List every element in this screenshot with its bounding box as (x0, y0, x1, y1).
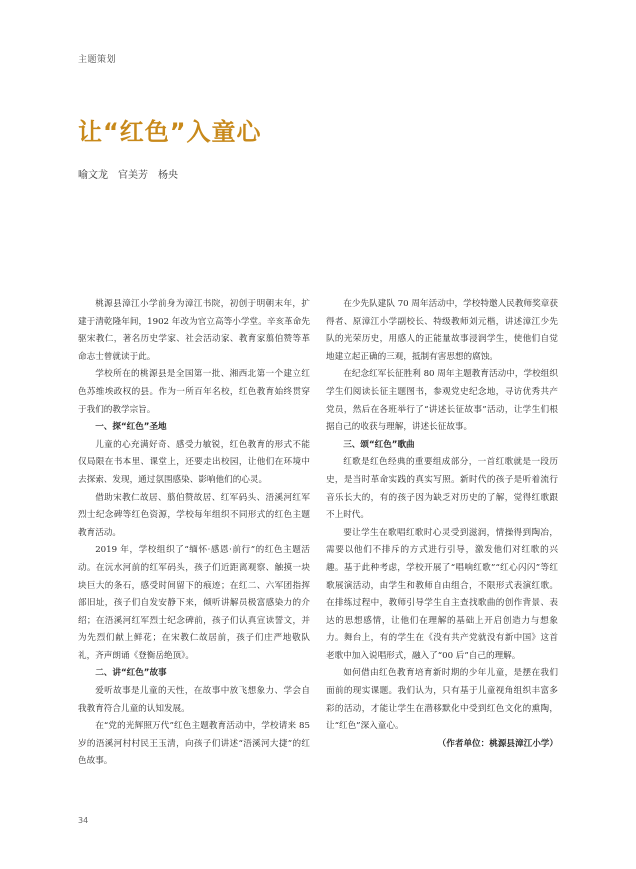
paragraph: 如何借由红色教育培育新时期的少年儿童，是摆在我们面前的现实课题。我们认为，只有基于儿童视角组织丰富多彩的活动，才能让学生在潜移默化中受到红色文化的熏陶，让“红色”深入童心。 (326, 668, 558, 732)
paragraph: 在少先队建队 70 周年活动中，学校特邀人民教师奖章获得者、原漳江小学副校长、特级教师刘元楷，讲述漳江少先队的光荣历史，用感人的正能量故事浸润学生，使他们自觉地建立起正确的三观，抵制有害思想的腐蚀。 (326, 299, 558, 362)
article-title: 让“红色”入童心 (78, 118, 262, 146)
column-tag: 主题策划 (78, 55, 117, 65)
paragraph: 借助宋教仁故居、翦伯赞故居、红军码头、浯溪河红军烈士纪念碑等红色资源，学校每年组织不同形式的红色主题教育活动。 (78, 492, 310, 538)
section-heading: 二、讲“红色”故事 (95, 668, 167, 679)
paragraph: 2019 年，学校组织了“缅怀·感恩·前行”的红色主题活动。在沅水河前的红军码头，孩子们近距离观察、触摸一块块巨大的条石，感受时间留下的痕迹；在红二、六军团指挥部旧址，孩子们自发安静下来，倾听讲解员极富感染力的介绍；在浯溪河红军烈士纪念碑前，孩子们认真宣读誓文，并为先烈们献上鲜花；在宋教仁故居前，孩子们庄严地敬队礼，齐声朗诵《登衡岳绝顶》。 (78, 545, 310, 661)
section-heading: 三、颂“红色”歌曲 (343, 439, 415, 450)
author-affiliation: （作者单位：桃源县漳江小学） (437, 738, 558, 749)
paragraph: 在纪念红军长征胜利 80 周年主题教育活动中，学校组织学生们阅读长征主题图书，参观党史纪念地，寻访优秀共产党员，然后在各班举行了“讲述长征故事”活动，让学生们根据自己的收获与理解，讲述长征故事。 (326, 369, 558, 433)
paragraph: 在“党的光辉照万代”红色主题教育活动中，学校请来 85 岁的浯溪河村村民王玉清，向孩子们讲述“浯溪河大捷”的红色故事。 (78, 721, 310, 767)
right-column (326, 296, 558, 753)
paragraph: 桃源县漳江小学前身为漳江书院，初创于明朝末年，扩建于清乾隆年间，1902 年改为官立高等小学堂。辛亥革命先驱宋教仁，著名历史学家、社会活动家、教育家翦伯赞等革命志士曾就读于此。 (78, 299, 310, 362)
left-column (78, 296, 310, 771)
article-authors: 喻文龙 官美芳 杨央 (78, 170, 178, 181)
page-number: 34 (78, 816, 89, 825)
paragraph: 爱听故事是儿童的天性，在故事中放飞想象力、学会自我教育符合儿童的认知发展。 (78, 686, 310, 714)
paragraph: 红歌是红色经典的重要组成部分，一首红歌就是一段历史，是当时革命实践的真实写照。新时代的孩子是听着流行音乐长大的，有的孩子因为缺乏对历史的了解，觉得红歌跟不上时代。 (326, 457, 558, 521)
section-heading: 一、探“红色”圣地 (95, 422, 167, 433)
paragraph: 要让学生在歌唱红歌时心灵受到滋润，情操得到陶冶，需要以他们不排斥的方式进行引导，激发他们对红歌的兴趣。基于此种考虑，学校开展了“唱响红歌”“红心闪闪”等红歌展演活动，由学生和教师自由组合，不限形式表演红歌。在排练过程中，教师引导学生自主查找歌曲的创作背景、表达的思想感情，让他们在理解的基础上开启创造力与想象力。舞台上，有的学生在《没有共产党就没有新中国》这首老歌中加入说唱形式，融入了“00 后”自己的理解。 (326, 527, 558, 661)
paragraph: 学校所在的桃源县是全国第一批、湘西北第一个建立红色苏维埃政权的县。作为一所百年名校，红色教育始终贯穿于我们的教学宗旨。 (78, 369, 310, 415)
paragraph: 儿童的心充满好奇、感受力敏锐，红色教育的形式不能仅局限在书本里、课堂上，还要走出校园，让他们在环境中去探索、发现，通过氛围感染、影响他们的心灵。 (78, 439, 310, 485)
